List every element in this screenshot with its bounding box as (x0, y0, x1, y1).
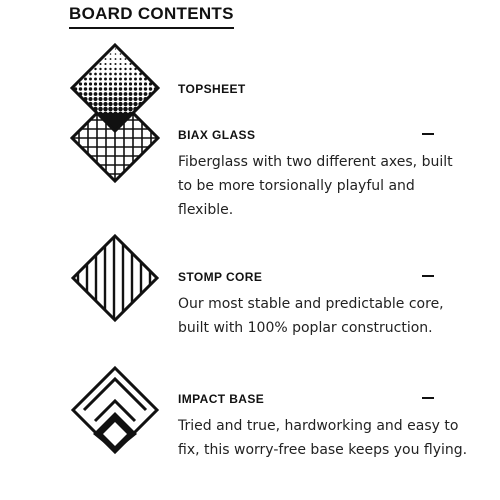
section-desc-impact-base: Tried and true, hardworking and easy to fix, this worry-free base keeps you flying. (178, 418, 468, 458)
striped-diamond-icon (70, 233, 160, 323)
minus-icon[interactable] (421, 392, 435, 404)
section-title-stomp-core[interactable]: STOMP CORE (178, 270, 263, 284)
section-desc-stomp-core: Our most stable and predictable core, built with 100% poplar construction. (178, 296, 444, 336)
section-desc-biax-glass: Fiberglass with two different axes, built to be more torsionally playful and flexible. (178, 154, 453, 218)
section-title-topsheet: TOPSHEET (178, 82, 246, 96)
section-title-biax-glass[interactable]: BIAX GLASS (178, 128, 256, 142)
minus-icon[interactable] (421, 128, 435, 140)
dotted-diamond-icon (70, 43, 160, 138)
chevron-diamond-icon (70, 365, 160, 455)
section-title-impact-base[interactable]: IMPACT BASE (178, 392, 265, 406)
topsheet-biax-diamond-icon (70, 43, 160, 183)
layered-diamond-svg (70, 43, 160, 183)
minus-icon[interactable] (421, 270, 435, 282)
page-title: BOARD CONTENTS (69, 4, 234, 29)
